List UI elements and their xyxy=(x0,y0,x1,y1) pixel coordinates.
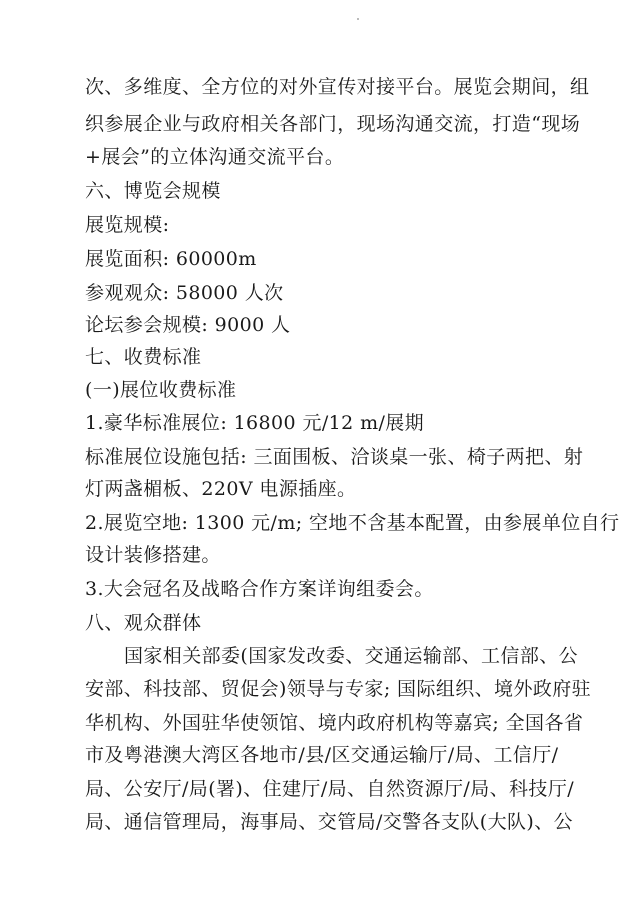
body-text-line: 安部、科技部、贸促会)领导与专家; 国际组织、境外政府驻 xyxy=(85,678,592,700)
body-text-line: 次、多维度、全方位的对外宣传对接平台。展览会期间，组 xyxy=(85,76,590,98)
list-item: 1.豪华标准展位: 16800 元/12 m/展期 xyxy=(85,412,425,434)
list-item: 参观观众: 58000 人次 xyxy=(85,282,284,304)
scan-speck xyxy=(357,18,359,20)
section-heading: 六、博览会规模 xyxy=(85,180,221,202)
subheading: 展览规模: xyxy=(85,214,170,236)
list-item: 展览面积: 60000m xyxy=(85,248,257,270)
section-heading: 八、观众群体 xyxy=(85,612,202,634)
body-text-line: 市及粤港澳大湾区各地市/县/区交通运输厅/局、工信厅/ xyxy=(85,744,559,766)
list-item: 论坛参会规模: 9000 人 xyxy=(85,314,291,336)
body-text-line: +展会”的立体沟通交流平台。 xyxy=(85,146,345,168)
body-text-line: 织参展企业与政府相关各部门，现场沟通交流，打造“现场 xyxy=(85,113,581,135)
list-item: 3.大会冠名及战略合作方案详询组委会。 xyxy=(85,578,434,600)
body-text-line: 局、公安厅/局(署)、住建厅/局、自然资源厅/局、科技厅/ xyxy=(85,778,575,800)
subheading: (一)展位收费标准 xyxy=(85,379,237,401)
body-text-line: 灯两盏楣板、220V 电源插座。 xyxy=(85,478,357,500)
body-text-line: 设计装修搭建。 xyxy=(85,544,221,566)
section-heading: 七、收费标准 xyxy=(85,346,202,368)
body-text-line: 局、通信管理局，海事局、交管局/交警各支队(大队)、公 xyxy=(85,811,574,833)
list-item: 2.展览空地: 1300 元/m; 空地不含基本配置，由参展单位自行 xyxy=(85,512,620,534)
paragraph-first-line: 国家相关部委(国家发改委、交通运输部、工信部、公 xyxy=(124,645,579,667)
body-text-line: 标准展位设施包括: 三面围板、洽谈桌一张、椅子两把、射 xyxy=(85,446,584,468)
body-text-line: 华机构、外国驻华使领馆、境内政府机构等嘉宾; 全国各省 xyxy=(85,712,584,734)
